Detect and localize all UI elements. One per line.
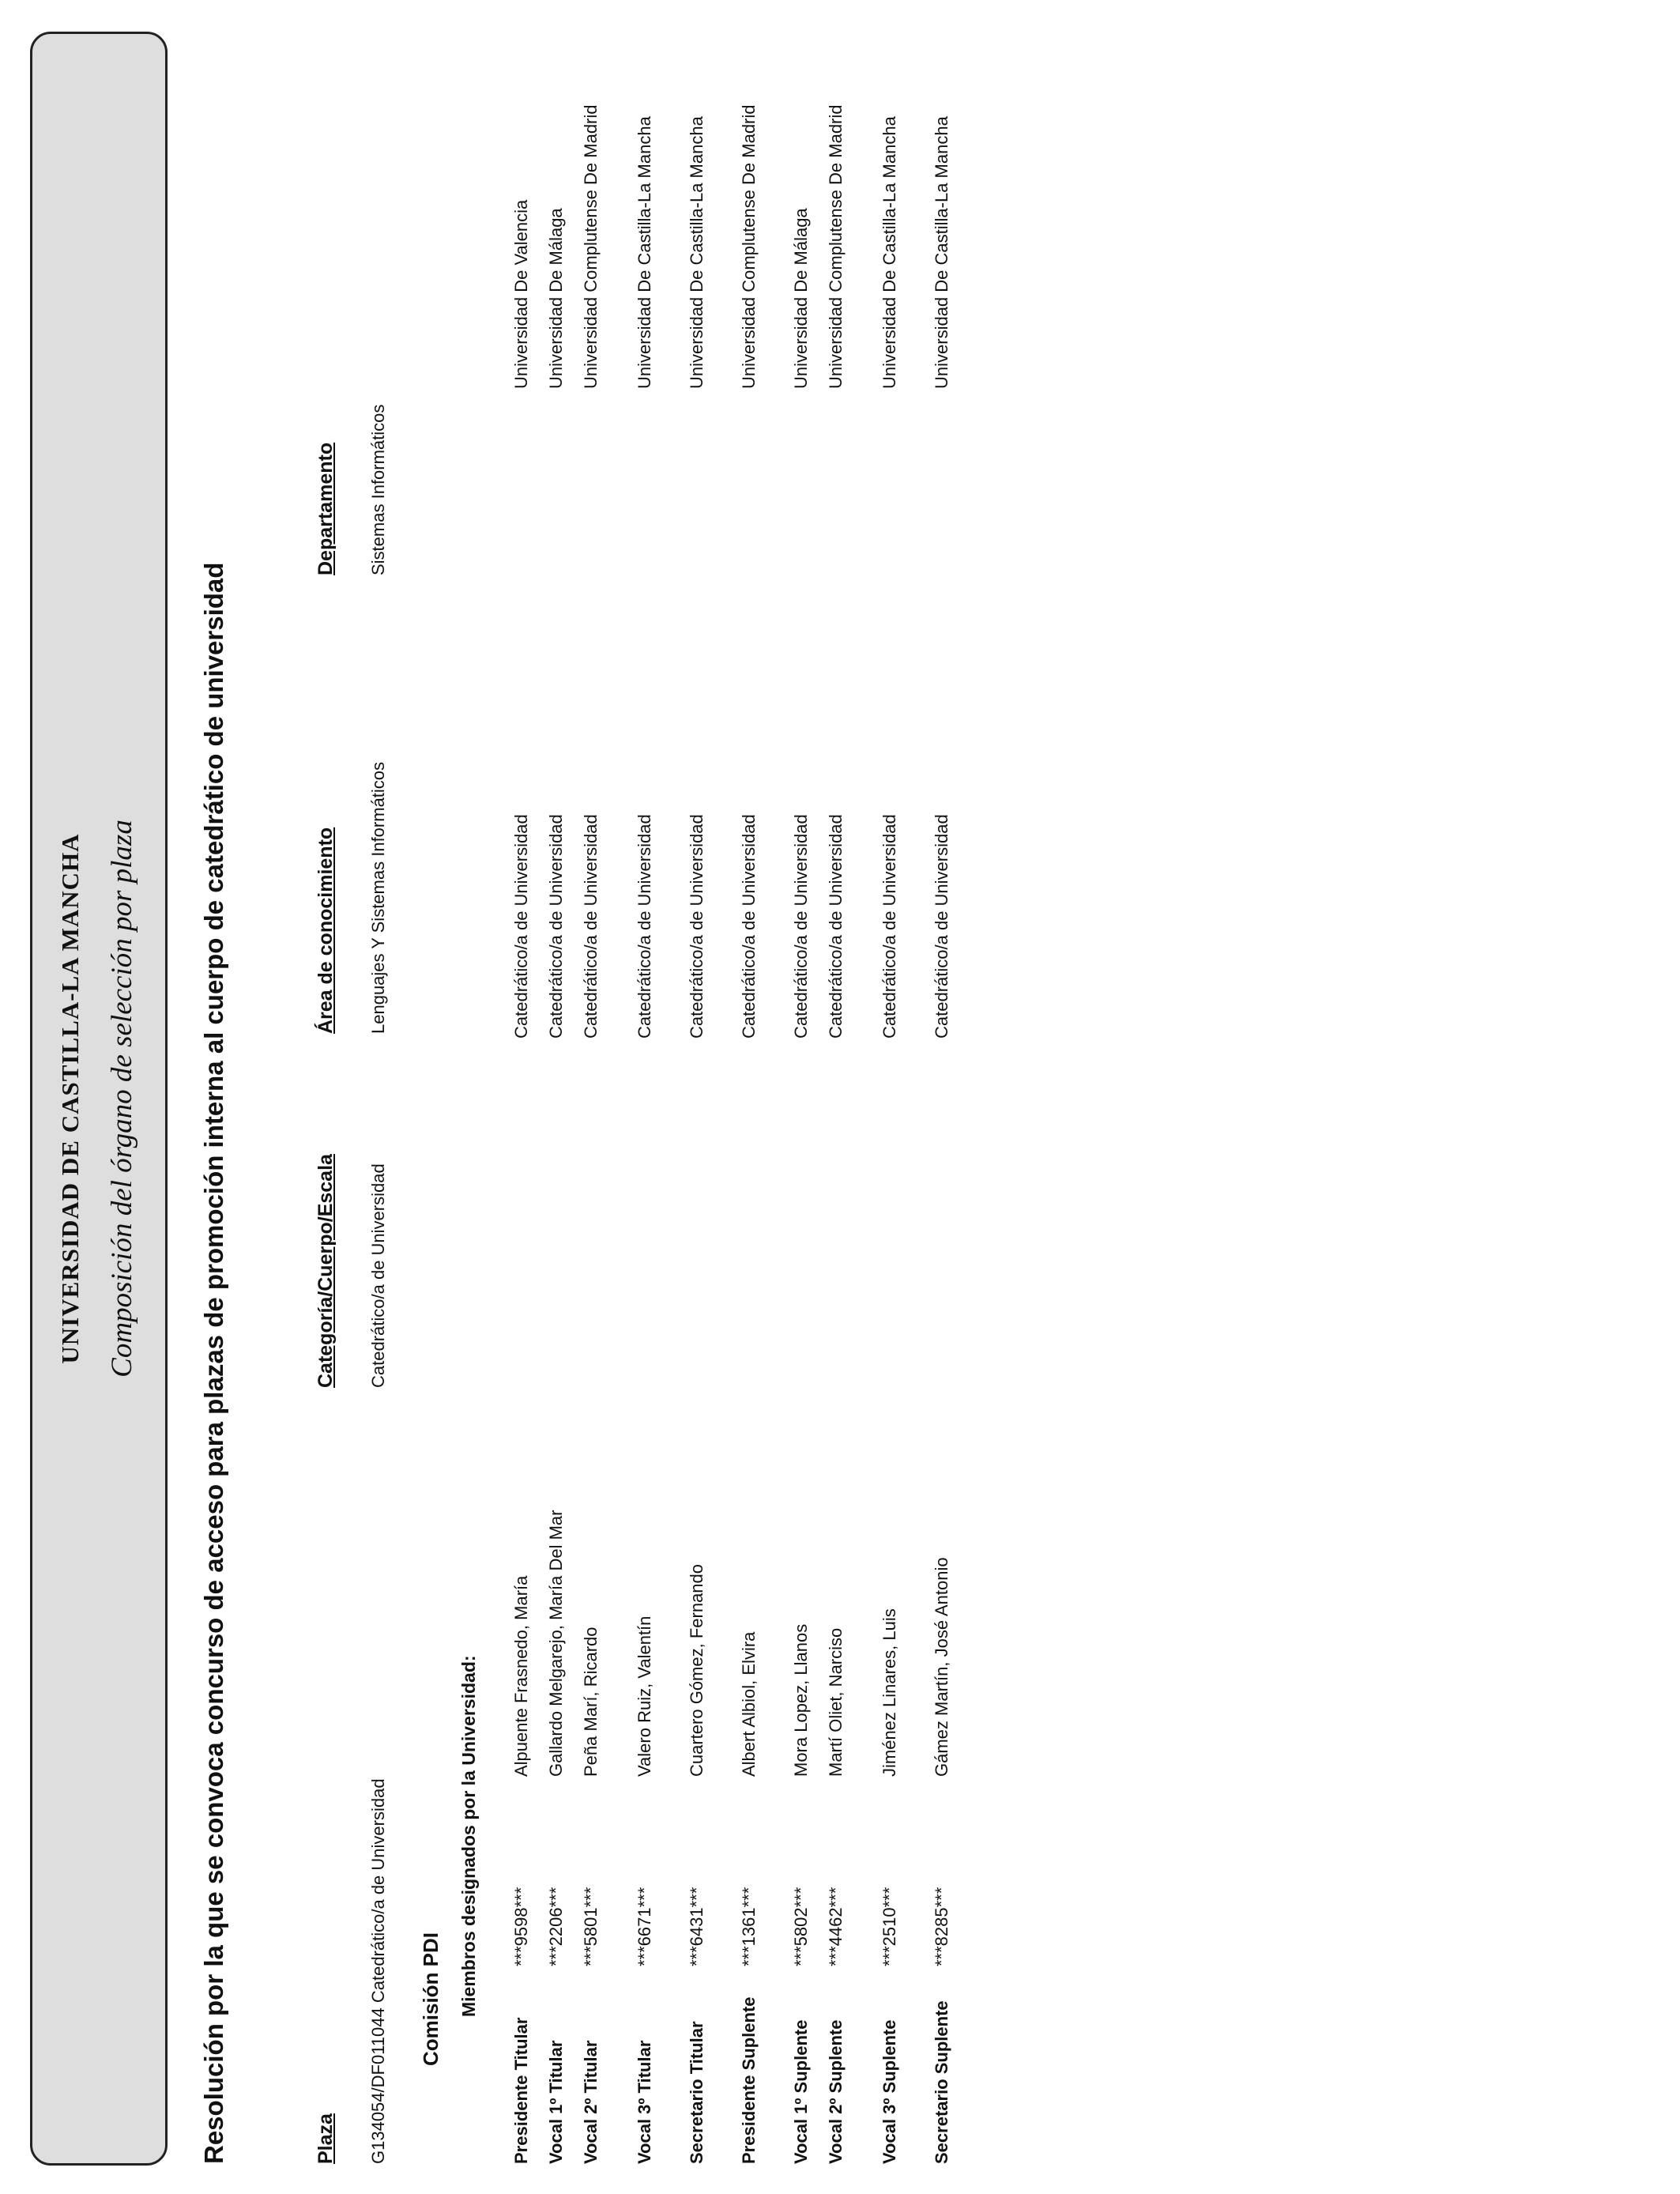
member-role: Presidente Suplente (739, 1996, 759, 2164)
member-role: Vocal 1º Titular (546, 2040, 566, 2164)
member-category: Catedrático/a de Universidad (880, 814, 899, 1039)
member-name: Peña Marí, Ricardo (581, 1627, 601, 1777)
member-name: Alpuente Frasnedo, María (511, 1575, 531, 1777)
member-row (635, 0, 683, 2194)
member-id: ***2206*** (546, 1887, 566, 1966)
member-role: Vocal 3º Titular (635, 2040, 654, 2164)
member-university: Universidad De Castilla-La Mancha (687, 116, 706, 389)
member-id: ***6431*** (687, 1887, 706, 1966)
commission-title: Comisión PDI (419, 1932, 443, 2066)
member-id: ***5801*** (581, 1887, 601, 1966)
member-row (582, 0, 629, 2194)
member-university: Universidad Complutense De Madrid (739, 104, 759, 389)
member-category: Catedrático/a de Universidad (546, 814, 566, 1039)
area-value: Lenguajes Y Sistemas Informáticos (368, 761, 388, 1034)
categoria-value: Catedrático/a de Universidad (368, 1163, 388, 1388)
document-subtitle: Composición del órgano de selección por plaza (106, 820, 138, 1378)
member-row (687, 0, 735, 2194)
member-category: Catedrático/a de Universidad (826, 814, 846, 1039)
member-id: ***1361*** (739, 1887, 759, 1966)
plaza-header: Plaza (315, 2113, 337, 2164)
member-role: Vocal 2º Titular (581, 2040, 601, 2164)
member-university: Universidad De Castilla-La Mancha (932, 116, 951, 389)
departamento-value: Sistemas Informáticos (368, 404, 388, 575)
member-id: ***5802*** (791, 1887, 811, 1966)
member-id: ***8285*** (932, 1887, 951, 1966)
member-name: Cuartero Gómez, Fernando (687, 1563, 706, 1777)
member-name: Gámez Martín, José Antonio (932, 1557, 951, 1777)
plaza-value: G134054/DF011044 Catedrático/a de Universidad (368, 1778, 388, 2164)
member-role: Vocal 2º Suplente (826, 2019, 846, 2164)
member-id: ***2510*** (880, 1887, 899, 1966)
member-role: Vocal 1º Suplente (791, 2019, 811, 2164)
member-university: Universidad De Málaga (546, 208, 566, 389)
member-role: Secretario Titular (687, 2021, 706, 2164)
member-category: Catedrático/a de Universidad (739, 814, 759, 1039)
member-category: Catedrático/a de Universidad (581, 814, 601, 1039)
member-role: Presidente Titular (511, 2017, 531, 2164)
member-name: Jiménez Linares, Luis (880, 1608, 899, 1777)
member-name: Gallardo Melgarejo, María Del Mar (546, 1510, 566, 1777)
member-row (827, 0, 874, 2194)
member-university: Universidad De Málaga (791, 208, 811, 389)
commission-subtitle: Miembros designados por la Universidad: (458, 1655, 479, 2017)
member-category: Catedrático/a de Universidad (791, 814, 811, 1039)
resolution-title: Resolución por la que se convoca concurso de acceso para plazas de promoción interna al cuerpo de catedrático de universidad (199, 562, 228, 2164)
member-category: Catedrático/a de Universidad (687, 814, 706, 1039)
member-name: Valero Ruiz, Valentín (635, 1615, 654, 1777)
member-id: ***9598*** (511, 1887, 531, 1966)
member-name: Albert Albiol, Elvira (739, 1631, 759, 1777)
member-university: Universidad De Castilla-La Mancha (635, 116, 654, 389)
member-id: ***6671*** (635, 1887, 654, 1966)
member-category: Catedrático/a de Universidad (932, 814, 951, 1039)
member-name: Martí Oliet, Narciso (826, 1627, 846, 1777)
university-name: UNIVERSIDAD DE CASTILLA-LA MANCHA (56, 833, 84, 1364)
member-university: Universidad Complutense De Madrid (826, 104, 846, 389)
member-category: Catedrático/a de Universidad (511, 814, 531, 1039)
member-row (740, 0, 787, 2194)
member-id: ***4462*** (826, 1887, 846, 1966)
member-university: Universidad De Castilla-La Mancha (880, 116, 899, 389)
member-category: Catedrático/a de Universidad (635, 814, 654, 1039)
member-role: Vocal 3º Suplente (880, 2019, 899, 2164)
categoria-header: Categoría/Cuerpo/Escala (315, 1154, 337, 1388)
member-row (932, 0, 980, 2194)
member-university: Universidad De Valencia (511, 199, 531, 389)
member-university: Universidad Complutense De Madrid (581, 104, 601, 389)
departamento-header: Departamento (315, 442, 337, 575)
member-row (880, 0, 928, 2194)
member-name: Mora Lopez, Llanos (791, 1623, 811, 1777)
member-role: Secretario Suplente (932, 2000, 951, 2164)
area-header: Área de conocimiento (315, 827, 337, 1034)
header-banner (30, 32, 168, 2166)
